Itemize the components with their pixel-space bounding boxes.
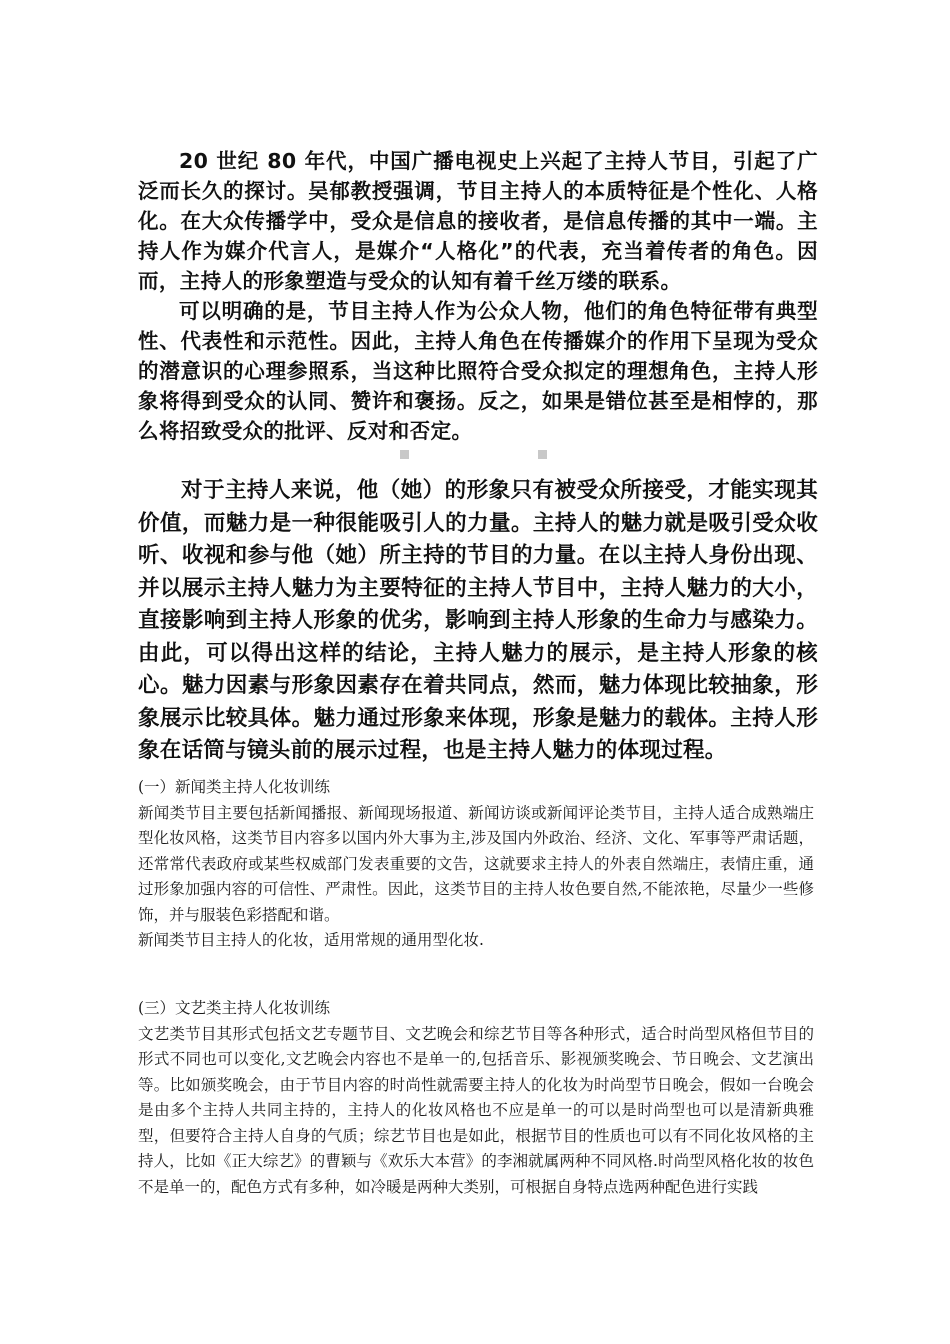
scanned-paragraph-role — [138, 296, 818, 446]
section-body: 新闻类节目主要包括新闻播报、新闻现场报道、新闻访谈或新闻评论类节目，主持人适合成熟端庄型化妆风格，这类节目内容多以国内外大事为主,涉及国内外政治、经济、文化、军事等严肃话题，还常常代表政府或某些权威部门发表重要的文告，这就要求主持人的外表自然端庄，表情庄重，通过形象加强内容的可信性、严肃性。因此，这类节目的主持人妆色要自然,不能浓艳，尽量少一些修饰，并与服装色彩搭配和谐。 — [138, 803, 814, 924]
arts-host-makeup-section — [138, 996, 814, 1200]
section-heading: (三）文艺类主持人化妆训练 — [138, 999, 331, 1017]
news-host-makeup-section — [138, 775, 814, 954]
scanned-paragraph-charm — [138, 475, 818, 768]
section-body: 文艺类节目其形式包括文艺专题节目、文艺晚会和综艺节目等各种形式，适合时尚型风格但节目的形式不同也可以变化,文艺晚会内容也不是单一的,包括音乐、影视颁奖晚会、节日晚会、文艺演出等。比如颁奖晚会，由于节目内容的时尚性就需要主持人的化妆为时尚型节日晚会，假如一台晚会是由多个主持人共同主持的，主持人的化妆风格也不应是单一的可以是时尚型也可以是清新典雅型，但要符合主持人自身的气质；综艺节目也是如此，根据节目的性质也可以有不同化妆风格的主持人，比如《正大综艺》的曹颖与《欢乐大本营》的李湘就属两种不同风格.时尚型风格化妆的妆色不是单一的，配色方式有多种，如冷暖是两种大类别，可根据自身特点选两种配色进行实践 — [138, 1024, 814, 1196]
scanned-paragraph-intro — [138, 146, 818, 296]
section-note: 新闻类节目主持人的化妆，适用常规的通用型化妆. — [138, 931, 484, 949]
scan-paragraph-3: 对于主持人来说，他（她）的形象只有被受众所接受，才能实现其价值，而魅力是一种很能吸引人的力量。主持人的魅力就是吸引受众收听、收视和参与他（她）所主持的节目的力量。在以主持人身份出现、并以展示主持人魅力为主要特征的主持人节目中，主持人魅力的大小，直接影响到主持人形象的优劣，影响到主持人形象的生命力与感染力。由此，可以得出这样的结论，主持人魅力的展示，是主持人形象的核心。魅力因素与形象因素存在着共同点，然而，魅力体现比较抽象，形象展示比较具体。魅力通过形象来体现，形象是魅力的载体。主持人形象在话筒与镜头前的展示过程，也是主持人魅力的体现过程。 — [138, 478, 818, 763]
section-heading: (一）新闻类主持人化妆训练 — [138, 778, 331, 796]
gray-square-mark — [400, 450, 409, 459]
scan-paragraph-2: 可以明确的是，节目主持人作为公众人物，他们的角色特征带有典型性、代表性和示范性。因此，主持人角色在传播媒介的作用下呈现为受众的潜意识的心理参照系，当这种比照符合受众拟定的理想角色，主持人形象将得到受众的认同、赞许和褒扬。反之，如果是错位甚至是相悖的，那么将招致受众的批评、反对和否定。 — [138, 299, 818, 443]
gray-square-mark — [538, 450, 547, 459]
scan-artifact-marks — [0, 450, 950, 462]
scan-paragraph-1: 20 世纪 80 年代，中国广播电视史上兴起了主持人节目，引起了广泛而长久的探讨。吴郁教授强调，节目主持人的本质特征是个性化、人格化。在大众传播学中，受众是信息的接收者，是信息传播的其中一端。主持人作为媒介代言人，是媒介“人格化”的代表，充当着传者的角色。因而，主持人的形象塑造与受众的认知有着千丝万缕的联系。 — [138, 149, 818, 293]
